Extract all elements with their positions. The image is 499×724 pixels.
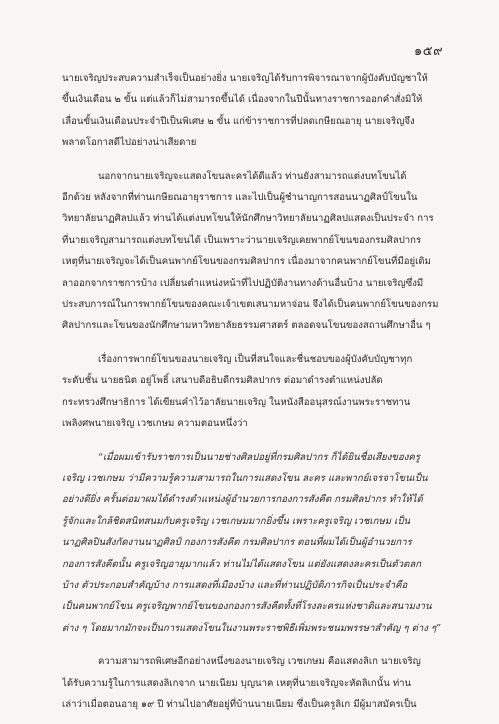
text-line: ประสบการณ์ในการพากย์โขนของคณะเจ้าเขตเสนามหาจ่อน จึงได้เป็นคนพากย์โขนของกรม [62,299,439,311]
text-line: กระทรวงศึกษาธิการ ได้เขียนคำไว้อาลัยนายเจริญ ในหนังสืออนุสรณ์งานพระราชทาน [62,396,411,408]
paragraph [62,349,452,435]
text-line: อย่างดียิ่ง ครั้นต่อมาผมได้ดำรงตำแหน่งผู้อำนวยการกองการสังคีต กรมศิลปากร ทำให้ได้ [62,494,423,506]
quotation [62,447,452,640]
text-line: รู้จักและใกล้ชิดสนิทสนมกับครูเจริญ เวชเกษมมากยิ่งขึ้น เพราะครูเจริญ เวชเกษม เป็น [62,515,411,527]
paragraph [62,68,452,154]
text-line: นาฏศิลปินสังกัดงานนาฏศิลป์ กองการสังคีต กรมศิลปากร ตอนที่ผมได้เป็นผู้อำนวยการ [62,537,412,549]
text-line: บ้าง ตัวประกอบสำคัญบ้าง การแสดงที่เมืองบ้าง และที่ท่านปฏิบัติภารกิจเป็นประจำคือ [62,579,408,591]
text-line: นอกจากนายเจริญจะแสดงโขนละครได้ดีแล้ว ท่านยังสามารถแต่งบทโขนได้ [98,170,407,182]
text-line: ต่าง ๆ โดยมากมักจะเป็นการแสดงโขนในงานพระราชพิธีเพิ่มพระชนมพรรษาสำคัญ ๆ ต่าง ๆ” [62,622,442,634]
text-line: พลาดโอกาสดีไปอย่างน่าเสียดาย [62,137,197,149]
text-line: ความสามารถพิเศษอีกอย่างหนึ่งของนายเจริญ เวชเกษม คือแสดงลิเก นายเจริญ [98,656,421,668]
text-line: กองการสังคีตนั้น ครูเจริญอายุมากแล้ว ท่านไม่ได้แสดงโขน แต่ยังแสดงละครเป็นตัวตลก [62,558,422,570]
paragraph [62,166,452,337]
paragraph [62,651,452,715]
text-line: เหตุที่นายเจริญจะได้เป็นคนพากย์โขนของกรมศิลปากร เนื่องมาจากคนพากย์โขนที่มีอยู่เดิม [62,256,431,268]
text-line: เลื่อนขั้นเงินเดือนประจำปีเป็นพิเศษ ๒ ขั้น แก่ข้าราชการที่ปลดเกษียณอายุ นายเจริญจึง [62,115,415,127]
text-line: ศิลปากรและโขนของนักศึกษามหาวิทยาลัยธรรมศาสตร์ ตลอดจนโขนของสถานศึกษาอื่น ๆ [62,320,431,332]
text-line: ระดับชั้น นายธนิต อยู่โพธิ์ เสนาบดีอธิบดีกรมศิลปากร ต่อมาดำรงตำแหน่งปลัด [62,375,383,387]
body-text [62,68,452,715]
text-line: เรื่องการพากย์โขนของนายเจริญ เป็นที่สนใจและชื่นชอบของผู้บังคับบัญชาทุก [98,353,413,365]
text-line: เจริญ เวชเกษม ว่ามีความรู้ความสามารถในการแสดงโขน ละคร และพากย์เจรจาโขนเป็น [62,472,428,484]
text-line: เป็นคนพากย์โขน ครูเจริญพากย์โขนของกองการสังคีตทั้งที่โรงละครแห่งชาติและสนามงาน [62,601,432,613]
text-line: เล่าว่าเมื่อตอนอายุ ๑๙ ปี ท่านไปอาศัยอยู่ที่บ้านนายเนียม ซึ่งเป็นครูลิเก มีผู้มาสมัครเป็น [62,698,417,710]
text-line: ที่นายเจริญสามารถแต่งบทโขนได้ เป็นเพราะว่านายเจริญเคยพากย์โขนของกรมศิลปากร [62,234,422,246]
text-line: ลาออกจากราชการบ้าง เปลี่ยนตำแหน่งหน้าที่ไปปฏิบัติงานทางด้านอื่นบ้าง นายเจริญซึ่งมี [62,277,424,289]
text-line: “เมื่อผมเข้ารับราชการเป็นนายช่างศิลปอยู่ที่กรมศิลปากร ก็ได้ยินชื่อเสียงของครู [98,451,420,463]
text-line: ขึ้นเงินเดือน ๒ ขั้น แต่แล้วก็ไม่สามารถขึ้นได้ เนื่องจากในปีนั้นทางราชการออกคำสั่งมิให้ [62,94,423,106]
text-line: นายเจริญประสบความสำเร็จเป็นอย่างยิ่ง นายเจริญได้รับการพิจารณาจากผู้บังคับบัญชาให้ [62,73,428,84]
text-line: วิทยาลัยนาฏศิลปแล้ว ท่านได้แต่งบทโขนให้นักศึกษาวิทยาลัยนาฏศิลปแสดงเป็นประจำ การ [62,213,434,225]
page-number: ๑๕๙ [414,44,444,59]
text-line: อีกด้วย หลังจากที่ท่านเกษียณอายุราชการ และไปเป็นผู้ชำนาญการสอนนาฏศิลป์โขนใน [62,192,418,204]
text-line: เพลิงศพนายเจริญ เวชเกษม ความตอนหนึ่งว่า [62,418,248,430]
text-line: ได้รับความรู้ในการแสดงลิเกจาก นายเนียม บุญนาค เหตุที่นายเจริญจะหัดลิเกนั้น ท่าน [62,677,412,689]
